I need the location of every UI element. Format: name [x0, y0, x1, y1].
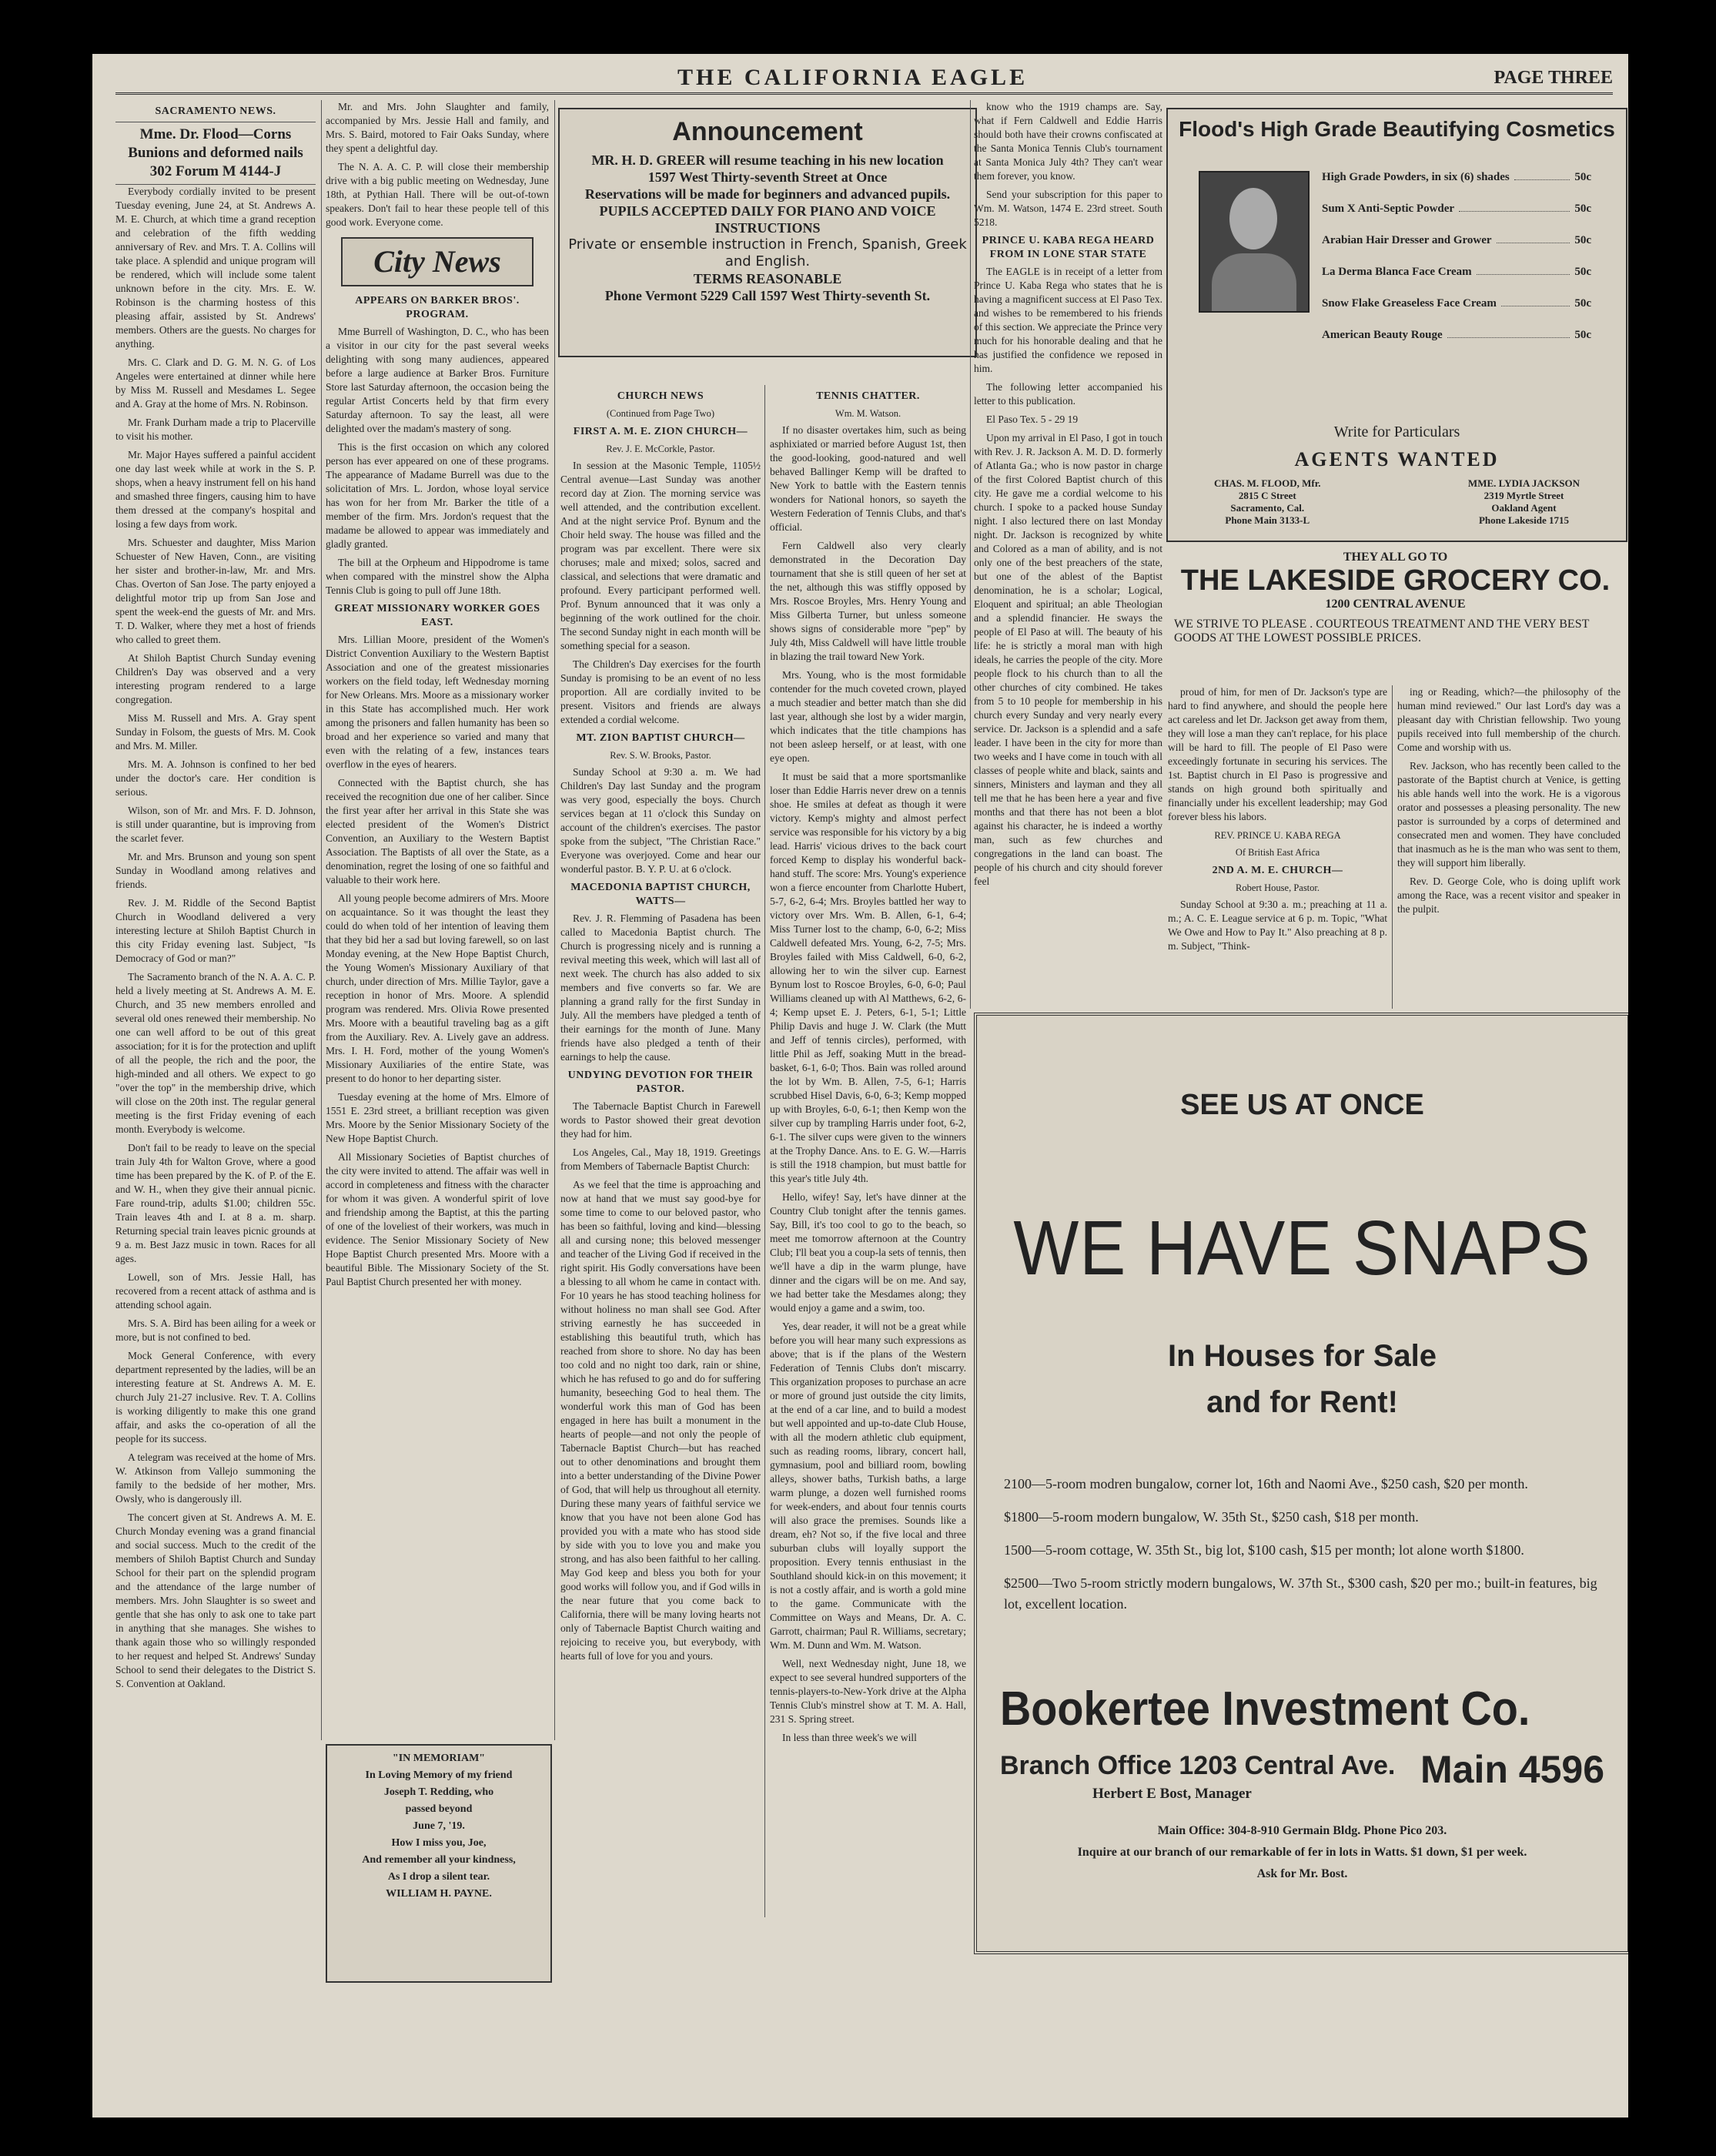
item-price: 50c	[1574, 266, 1591, 278]
article-body	[974, 265, 1162, 889]
article-heading: 2ND A. M. E. CHURCH—	[1212, 865, 1343, 876]
article-body	[974, 100, 1162, 229]
price-item	[1322, 266, 1591, 279]
lakeside-slogan: WE STRIVE TO PLEASE . COURTEOUS TREATMENT AND THE VERY BEST GOODS AT THE LOWEST POSSIBLE PRICES.	[1174, 618, 1590, 644]
item-name: Snow Flake Greaseless Face Cream	[1322, 297, 1497, 310]
paragraph: Mr. and Mrs. Brunson and young son spent Sunday in Woodland among relatives and friends.	[115, 851, 316, 890]
announcement-line: Phone Vermont 5229 Call 1597 West Thirty-seventh St.	[604, 288, 931, 303]
paragraph: The Tabernacle Baptist Church in Farewell words to Pastor showed their great devotion they had for him.	[560, 1100, 761, 1140]
article-body	[560, 765, 761, 876]
manufacturer-address	[1214, 477, 1321, 527]
paragraph: Rev. Jackson, who has recently been called to the pastorate of the Baptist church at Venice, is getting his able hands well into the work. He is a vigorous orator and possesses a pleasing personality. The new pastor is surrounded by a corps of determined and consecrated men and women. They have concluded that inasmuch as he is the man who was sent to them, they will support him liberally.	[1397, 760, 1621, 869]
item-price: 50c	[1574, 297, 1591, 310]
column-divider	[1392, 685, 1393, 1009]
paragraph: In session at the Masonic Temple, 1105½ Central avenue—Last Sunday was another record day at Zion. The morning service was well attended, and the contribution excellent. And at the night service Prof. Bynum and the Choir held sway. The house was filled and the program was par excellent. There were six choruses; male and mixed; solos, sacred and classical, and selections that were dramatic and profound. Every participant performed well. Prof. Bynum announced that it was only a beginning of the work outlined for the choir. The second Sunday night in each month will be something special for a season.	[560, 460, 761, 651]
item-price: 50c	[1574, 203, 1591, 215]
text-line: June 7, '19.	[413, 1820, 465, 1832]
paragraph: Yes, dear reader, it will not be a great while before you will hear many such expressions as above; that is if the plans of the Western Federation of Tennis Clubs don't miscarry. This organization proposes to purchase an acre or more of ground just outside the city limits, at the end of a car line, and to build a modest but well appointed and up-to-date Club House, with all the modern athletic club equipment, such as reading rooms, library, concert hall, gymnasium, pool and billiard room, bowling alleys, shower baths, Turkish baths, a large warm plunge, a dozen well furnished rooms for week-enders, and about four tennis courts will also grace the premises. Sounds like a dream, eh? Not so, if the five local and three suburban clubs will loyally support the proposition. Every tennis enthusiast in the Southland should kick-in on this movement; it is not a costly affair, and is worth a gold mine to the game. Communicate with the Committee on Ways and Means, Dr. A. C. Garrott, chairman; Paul R. Williams, secretary; Wm. M. Dunn and Wm. M. Watson.	[770, 1321, 966, 1651]
text-line: 2319 Myrtle Street	[1484, 490, 1564, 501]
text-line: CHAS. M. FLOOD, Mfr.	[1214, 477, 1321, 489]
lakeside-address: 1200 CENTRAL AVENUE	[1325, 598, 1466, 611]
paragraph: The Sacramento branch of the N. A. A. C. P. held a lively meeting at St. Andrews A. M. E. Church, and 35 new members enrolled and several old ones renewed their membership. No one can well afford to be out of this great association; for it is for the protection and uplift of all the people, the rich and the poor, the high-minded and all others. We expect to go "over the top" in the membership drive, which will close on the 20th inst. The regular general meeting is the first Friday evening of each month. Everybody is welcome.	[115, 971, 316, 1135]
listing: 2100—5-room modren bungalow, corner lot, 16th and Naomi Ave., $250 cash, $20 per month.	[1004, 1476, 1528, 1491]
section-heading: SACRAMENTO NEWS.	[155, 105, 276, 117]
branch-office: Branch Office 1203 Central Ave.	[1000, 1751, 1396, 1780]
text-line: As I drop a silent tear.	[387, 1871, 490, 1883]
paragraph: Wilson, son of Mr. and Mrs. F. D. Johnson, is still under quarantine, but is improving from the scarlet fever.	[115, 805, 316, 844]
city-news-banner: City News	[341, 237, 534, 286]
signature: REV. PRINCE U. KABA REGA	[1214, 830, 1341, 841]
price-item	[1322, 329, 1591, 342]
text-line: How I miss you, Joe,	[391, 1837, 487, 1849]
item-price: 50c	[1574, 329, 1591, 341]
text-line: WILLIAM H. PAYNE.	[386, 1888, 492, 1900]
article-body	[326, 325, 549, 598]
article-heading: MACEDONIA BAPTIST CHURCH, WATTS—	[570, 882, 751, 907]
paragraph: Mrs. S. A. Bird has been ailing for a week or more, but is not confined to bed.	[115, 1317, 316, 1343]
article-body	[326, 633, 549, 1289]
text-line: 2815 C Street	[1238, 490, 1296, 501]
paragraph: Mock General Conference, with every department represented by the ladies, will be an interesting feature at St. Andrews A. M. E. church July 21-27 inclusive. Rev. T. A. Collins is working diligently to make this one grand affair, and asks the co-operation of all the people for its success.	[115, 1350, 316, 1445]
paragraph: The Children's Day exercises for the fourth Sunday is promising to be an event of no less proportion. All are cordially invited to be present. Visitors and friends are always extended a cordial welcome.	[560, 658, 761, 725]
announcement-box	[558, 108, 977, 357]
paragraph: The concert given at St. Andrews A. M. E. Church Monday evening was a grand financial and social success. Much to the credit of the members of Shiloh Baptist Church and Sunday School for their part on the splendid program and the attendance of the large number of members. Mrs. John Slaughter is so sweet and gentle that she has only to ask one to take part in anything that she manages. She wishes to thank again those who so willingly responded to her request and helped St. Andrews' Sunday School to send their delegates to the District S. S. Convention at Oakland.	[115, 1512, 316, 1689]
article-heading: APPEARS ON BARKER BROS'. PROGRAM.	[355, 295, 520, 320]
paragraph: Mrs. Lillian Moore, president of the Women's District Convention Auxiliary to the Western Baptist Association and one of the greatest missionaries workers on the field today, left Wednesday morning for New Orleans. Mrs. Moore as a missionary worker in this State has accomplished much. Her work among the prisoners and fallen humanity has been so broad and her experience so varied and many that even with the relating of a few, instances tears overflow in the eyes of hearers.	[326, 634, 549, 770]
inquire-line: Inquire at our branch of our remarkable of fer in lots in Watts. $1 down, $1 per week.	[1077, 1846, 1527, 1859]
page-number: PAGE THREE	[1494, 68, 1613, 88]
portrait-body	[1212, 253, 1296, 311]
paragraph: Mr. Major Hayes suffered a painful accident one day last week while at work in the S. P. shops, when a heavy instrument fell on his hand and smashed three fingers, causing him to have them dressed at the company's hospital and losing a few days from work.	[115, 449, 316, 530]
manager-name: Herbert E Bost, Manager	[1092, 1786, 1252, 1802]
announcement-line: 1597 West Thirty-seventh Street at Once	[647, 169, 888, 185]
paragraph: The bill at the Orpheum and Hippodrome is tame when compared with the minstrel show the Alpha Tennis Club is going to pull off June 18th.	[326, 557, 549, 596]
paragraph: Sunday School at 9:30 a. m.; preaching at 11 a. m.; A. C. E. League service at 6 p. m. Topic, "What We Owe and How to Pay It." Also preaching at 8 p. m. Subject, "Think-	[1168, 899, 1387, 952]
article-heading: PRINCE U. KABA REGA HEARD FROM IN LONE STAR STATE	[982, 235, 1155, 260]
paragraph: As we feel that the time is approaching and now at hand that we must say good-bye for some time to come to our beloved pastor, who has been so faithful, loving and kind—blessing all and cursing none; this beloved messenger and teacher of the Living God if received in the right spirit. His Godly conversations have been a blessing to all whom he came in contact with. For 10 years he has stood teaching holiness for without holiness no man shall see God. After striving earnestly he has succeeded in establishing this beautiful truth, which has reached from shore to shore. No day has been too cold and no night too dark, rain or shine, which he has refused to go and do for suffering humanity, beseeching God to heal them. The wonderful work this man of God has been engaged in here has built a monument in the hearts of people—and not only the people of Tabernacle Baptist Church—but has reached out to other denominations and brought them into a better understanding of the Divine Power of God, that will help us throughout all eternity. During these many years of faithful service we know that you have not been alone God has provided you with a mate who has stood side by side with you to love you and make you strong, and has also been faithful to her calling. May God keep and bless you both for your good works will follow you, and if God wills in the near future that you come back to California, there will be many loving hearts not only of Tabernacle Baptist Church waiting and rejoicing to receive you, but everybody, with hearts full of love for you and yours.	[560, 1179, 761, 1662]
paragraph: Hello, wifey! Say, let's have dinner at the Country Club tonight after the tennis games. Say, Bill, it's too cool to go to the beach, so meet me tomorrow afternoon at the Country Club; I'll beat you a coup-la sets of tennis, then we'll have a dip in the warm plunge, have dinner and the cigars will be on me. And say, we had better take the Mesdames along; they would enjoy a game and a swim, too.	[770, 1191, 966, 1314]
paragraph: Upon my arrival in El Paso, I got in touch with Rev. J. R. Jackson A. M. D. D. formerly of Atlanta Ga.; who is now pastor in charge of the first Colored Baptist church of this city. He gave me a cordial welcome to his church. I spoke to a packed house Sunday night. I also lectured there on last Monday night. Dr. Jackson is recognized by white and Colored as a man of ability, and is not only one of the best preachers of the state, but one of the ablest of the Baptist denomination, he is a scholar; Logical, Eloquent and spiritual; an able Theologian and a splendid financier. He sways the people of El Paso at will. The beauty of his life: he is strictly a moral man with high ideals, he carries the people of the city. More people flock to his church than to all the other churches of city combined. He takes from 5 to 10 people for membership in his church every Sunday and very nearly every service. Dr. Jackson is a splendid and a safe leader. I have been in the city for more than two weeks and I have come in touch with all classes of people white and black, saints and sinners, Ministers and layman and they all tell me that he has been here a year and five months and that there has not been a blot against his character, he is indeed a worthy man, such as few churches and congregations in the land can boast. The people of his church and city should forever feel	[974, 432, 1162, 887]
item-name: La Derma Blanca Face Cream	[1322, 266, 1472, 278]
paragraph: Sunday School at 9:30 a. m. We had Children's Day last Sunday and the program was very good, especially the boys. Church services began at 11 o'clock this Sunday on account of the children's exercises. The pastor spoke from the subject, "The Christian Race." Everyone was overjoyed. Come and hear our wonderful pastor. B. Y. P. U. at 6 o'clock.	[560, 766, 761, 875]
article-body	[560, 459, 761, 727]
column-prince-kaba-rega	[974, 100, 1162, 1005]
portrait-photo	[1199, 171, 1310, 313]
main-office: Main Office: 304-8-910 Germain Bldg. Phone Pico 203.	[1157, 1824, 1447, 1837]
article-subheading: Wm. M. Watson.	[835, 408, 901, 419]
paragraph: Rev. J. M. Riddle of the Second Baptist Church in Woodland delivered a very interesting lecture at Shiloh Baptist Church in this city Friday evening last. Subject, "Is Democracy of God or man?"	[115, 897, 316, 964]
paragraph: All young people become admirers of Mrs. Moore on acquaintance. So it was thought the least they could do when told of her intention of leaving them that they bid her a sad but loving farewell, so on last Monday evening, at the New Hope Baptist Church, the Young Women's Missionary Auxiliary of that church, under direction of Mrs. Millie Taylor, gave a reception in honor of Mrs. Moore. A splendid program was rendered. Mrs. Olivia Rowe presented Mrs. Moore with a beautiful traveling bag as a gift from the Auxiliary. Rev. A. Lively gave an address. Mrs. I. H. Ford, mother of the young Women's Missionary Auxiliaries of the entire State, was present to do honor to her departing sister.	[326, 892, 549, 1084]
paragraph: Mrs. Young, who is the most formidable contender for the much coveted crown, played a much steadier and better match than she did last year, although she lost by a wider margin, which indicates that the title champions has not been asleep herself, or at least, with one eye open.	[770, 669, 966, 764]
newspaper-page	[92, 54, 1628, 2118]
column-divider	[554, 100, 555, 1740]
paragraph: Well, next Wednesday night, June 18, we expect to see several hundred supporters of the tennis-players-to-New-York drive at the Alpha Tennis Club's minstrel show at T. M. A. Hall, 231 S. Spring street.	[770, 1658, 966, 1725]
flood-ad-line: Bunions and deformed nails	[128, 145, 303, 161]
column-sacramento-news	[115, 100, 316, 1748]
paragraph: Fern Caldwell also very clearly demonstrated in the Decoration Day tournament that she is still queen of her set at the net, although this was stiffly opposed by Mrs. Roscoe Broyles, Mrs. Henry Young and Miss Gilberta Turner, but unless someone shows signs of considerable more "pep" by July 4th, Miss Caldwell will have little trouble in blazing the trail toward New York.	[770, 540, 966, 662]
in-memoriam-box	[326, 1744, 552, 1983]
article-body	[115, 185, 316, 1691]
text-line: MME. LYDIA JACKSON	[1467, 477, 1580, 489]
paragraph: ing or Reading, which?—the philosophy of the human mind reviewed." Our last Lord's day was a pleasant day with Christian fellowship. Two young pupils received into full membership of the church. Come and worship with us.	[1397, 686, 1621, 753]
listing: $1800—5-room modern bungalow, W. 35th St., $250 cash, $18 per month.	[1004, 1509, 1419, 1525]
listing: 1500—5-room cottage, W. 35th St., big lot, $100 cash, $15 per month; lot alone worth $1800.	[1004, 1542, 1524, 1558]
announcement-line: Private or ensemble instruction in French, Spanish, Greek and English.	[568, 236, 967, 270]
article-heading: UNDYING DEVOTION FOR THEIR PASTOR.	[567, 1070, 754, 1095]
ask-for: Ask for Mr. Bost.	[1256, 1867, 1348, 1880]
lakeside-line: THEY ALL GO TO	[1343, 551, 1448, 564]
announcement-line: TERMS REASONABLE	[693, 271, 842, 286]
article-heading: FIRST A. M. E. ZION CHURCH—	[573, 426, 748, 437]
paragraph: Los Angeles, Cal., May 18, 1919. Greetings from Members of Tabernacle Baptist Church:	[560, 1147, 761, 1172]
memoriam-heading: "IN MEMORIAM"	[392, 1753, 486, 1764]
article-body	[1168, 898, 1387, 953]
paragraph: Rev. D. George Cole, who is doing uplift work among the Race, was a recent visitor and speaker in the pulpit.	[1397, 875, 1621, 915]
article-body	[560, 1100, 761, 1663]
phone-number: Main 4596	[1420, 1748, 1604, 1791]
paragraph: Tuesday evening at the home of Mrs. Elmore of 1551 E. 23rd street, a brilliant reception was given Mrs. Moore by the Senior Missionary Society of the New Hope Baptist Church.	[326, 1091, 549, 1144]
paragraph: The N. A. A. C. P. will close their membership drive with a big public meeting on Wednesday, June 18th, at Pythian Hall. There will be out-of-town speakers. Don't fail to hear these people tell of this good work. Everyone come.	[326, 161, 549, 228]
article-heading: GREAT MISSIONARY WORKER GOES EAST.	[334, 603, 540, 628]
agents-wanted: AGENTS WANTED	[1294, 448, 1500, 470]
lakeside-name: THE LAKESIDE GROCERY CO.	[1180, 564, 1611, 597]
flood-ad-line: Mme. Dr. Flood—Corns	[139, 126, 292, 142]
snaps-sub: and for Rent!	[1206, 1385, 1398, 1419]
masthead-title: THE CALIFORNIA EAGLE	[677, 65, 1029, 90]
paragraph: Don't fail to be ready to leave on the special train July 4th for Walton Grove, where a good time has been prepared by the K. of P. of the E. and W. H., when they give their annual picnic. Fare round-trip, adults $1.00; children 55c. Train leaves 4th and I. at 8 a. m. sharp. Returning special train leaves picnic grounds at 9 a. m. Best Jazz music in town. Races for all ages.	[115, 1142, 316, 1264]
text-line: And remember all your kindness,	[362, 1854, 516, 1866]
paragraph: Lowell, son of Mrs. Jessie Hall, has recovered from a recent attack of asthma and is attending school again.	[115, 1271, 316, 1311]
article-body	[770, 424, 966, 1745]
lakeside-grocery-ad	[1166, 551, 1624, 645]
price-item	[1322, 297, 1591, 310]
snaps-headline: WE HAVE SNAPS	[1013, 1205, 1591, 1291]
paragraph: It must be said that a more sportsmanlike loser than Eddie Harris never drew on a tennis shoe. He smiles at defeat as though it were victory. Kemp's mighty and almost perfect service was responsible for his victory by a big lead. Harris' vicious drives to the back court forced Kemp to display his wonderful back-hand stuff. The score: Mrs. Young's experience won a fierce encounter from Charlotte Hubert, 5-7, 6-2, 6-4; Mrs. Broyles battled her way to victory over Mrs. Wm. B. Allen, 6-1, 6-4; Miss Turner lost to the champ, 6-0, 6-2; Miss Caldwell defeated Mrs. Young, 6-2, 7-5; Mrs. Broyles failed with Miss Caldwell, 6-0, 6-2, allowing her to win the silver cup. Earnest Bynum lost to Roscoe Broyles, 6-0, 6-0; Paul Williams cleaned up with Al Matthews, 6-2, 6-4; Kemp upset E. J. Peters, 6-1, 5-1; Little Philip Davis and huge J. W. Clark (the Mutt and Jeff of tennis circles), performed, with little Phil as Jeff, soaking Mutt in the bread-basket, 6-1, 6-0; Thos. Bain was rolled around the lot by Wm. B. Allen, 7-5, 6-1; Harris scrubbed Hisel Davis, 6-0, 6-3; Kemp mopped up with Broyles, 6-0, 6-1; then Kemp won the silver cup by trampling Harris under foot, 6-2, 6-1. The silver cups were given to the winners at the Trophy Dance. Ans. to E. G. W.—Harris is still the 1918 champion, but must battle for this year's title July 4th.	[770, 771, 966, 1184]
column-tennis-chatter	[770, 385, 966, 1917]
paragraph: Mrs. M. A. Johnson is confined to her bed under the doctor's care. Her condition is serious.	[115, 758, 316, 798]
article-body	[1168, 685, 1387, 824]
masthead	[92, 62, 1628, 92]
cosmetics-ad	[1166, 108, 1627, 542]
paragraph: All Missionary Societies of Baptist churches of the city were invited to attend. The affair was well in accord in completeness and fitness with the character for whom it was given. A wonderful spirit of love and friendship among the Baptist, at this the parting of one of the loveliest of their workers, was much in evidence. The Senior Missionary Society of New Hope Baptist Church presented Mrs. Moore with a beautiful Bible. The Missionary Society of the St. Paul Baptist Church presented her with money.	[326, 1151, 549, 1287]
paragraph: This is the first occasion on which any colored person has ever appeared on one of these programs. The appearance of Madame Burrell was due to the solicitation of Mrs. L. Jordon, whose loyal service has won for her from Mr. Barker the title of a member of the firm. Mrs. Jordon's request that the madame be allowed to appear was immediately and gladly granted.	[326, 441, 549, 550]
price-item	[1322, 171, 1591, 184]
signature: Of British East Africa	[1235, 847, 1320, 858]
paragraph: The EAGLE is in receipt of a letter from Prince U. Kaba Rega who states that he is having a magnificent success at El Paso Tex. and wishes to be remembered to his friends of this section. We appreciate the Prince very much for his honorable dealing and that he has justified the confidence we reposed in him.	[974, 266, 1162, 374]
section-heading: CHURCH NEWS	[617, 390, 704, 402]
section-subheading: (Continued from Page Two)	[606, 408, 715, 419]
article-body	[560, 912, 761, 1064]
text-line: Joseph T. Redding, who	[383, 1786, 494, 1798]
paragraph: Rev. J. R. Flemming of Pasadena has been called to Macedonia Baptist church. The Church is progressing nicely and is running a revival meeting this week, which will last all of next week. The church has also added to six members and five converts so far. We are planning a grand rally for the first Sunday in July. All the members have pledged a tenth of their earnings for the month of June. Many friends have also pledged a tenth of their earnings to help the cause.	[560, 912, 761, 1063]
paragraph: In less than three week's we will	[782, 1732, 917, 1743]
announcement-line: PUPILS ACCEPTED DAILY FOR PIANO AND VOICE INSTRUCTIONS	[599, 203, 936, 236]
text-line: Phone Lakeside 1715	[1478, 514, 1569, 526]
column-divider	[764, 385, 765, 1917]
column-church-news	[560, 385, 761, 1917]
item-price: 50c	[1574, 234, 1591, 246]
memoriam-lines	[327, 1767, 550, 1903]
item-name: High Grade Powders, in six (6) shades	[1322, 171, 1510, 183]
paragraph: Connected with the Baptist church, she has received the recognition due one of her caliber. Since the first year after her arrival in this State she was elected president of the Women's District Convention, an Auxiliary to the Western Baptist Association. The Baptists of all over the State, as a denomination, regret the losing of one so faithful and valuable to their work here.	[326, 777, 549, 886]
cosmetics-title: Flood's High Grade Beautifying Cosmetics	[1179, 117, 1615, 141]
flood-ad-line: 302 Forum M 4144-J	[149, 163, 282, 179]
article-body	[326, 100, 549, 229]
paragraph: Everybody cordially invited to be present Tuesday evening, June 24, at St. Andrews A. M. E. Church, at which time a grand reception and celebration of the fifth wedding anniversary of Rev. and Mrs. T. A. Collins will take place. A splendid and unique program will be rendered, which will include some talent unknown before in the city. Mrs. E. W. Robinson is the charming hostess of this pleasing affair, assisted by St. Andrews' members. Others are the guests. No charges for anything.	[115, 186, 316, 350]
article-subheading: Rev. S. W. Brooks, Pastor.	[610, 750, 711, 761]
text-line: passed beyond	[405, 1803, 473, 1815]
column-divider	[321, 100, 322, 1740]
company-name: Bookertee Investment Co.	[1000, 1682, 1530, 1736]
masthead-rule	[115, 92, 1613, 95]
announcement-line: MR. H. D. GREER will resume teaching in his new location	[591, 152, 944, 168]
paragraph: Mr. and Mrs. John Slaughter and family, accompanied by Mrs. Jessie Hall and family, and Mrs. S. Baird, motored to Fair Oaks Sunday, where they spent a delightful day.	[326, 101, 549, 154]
text-line: In Loving Memory of my friend	[365, 1769, 513, 1781]
paragraph: Mr. Frank Durham made a trip to Placerville to visit his mother.	[115, 417, 316, 442]
article-subheading: Robert House, Pastor.	[1235, 882, 1320, 893]
item-name: Arabian Hair Dresser and Grower	[1322, 234, 1492, 246]
announcement-line: Reservations will be made for beginners and advanced pupils.	[584, 186, 951, 202]
column-city-news	[326, 100, 549, 1736]
item-name: Sum X Anti-Septic Powder	[1322, 203, 1455, 215]
paragraph: Mrs. Schuester and daughter, Miss Marion Schuester of New Haven, Conn., are visiting her sister and brother-in-law, Mr. and Mrs. Chas. Overton of San Jose. The party enjoyed a delightful motor trip up from San Jose and spent the week-end the guests of Mr. and Mrs. T. D. Walker, where they met a host of friends who called to greet them.	[115, 537, 316, 645]
paragraph: proud of him, for men of Dr. Jackson's type are hard to find anywhere, and should the people here act careless and let Dr. Jackson get away from them, they will lose a man they can't replace, for his place will be hard to fill. The people of El Paso were exceedingly fortunate in securing his services. The 1st. Baptist church in El Paso is progressive and stands on high ground both spiritually and financially under his excellent leadership; may God forever bless his labors.	[1168, 686, 1387, 822]
article-subheading: Rev. J. E. McCorkle, Pastor.	[606, 444, 715, 454]
text-line: Phone Main 3133-L	[1225, 514, 1310, 526]
snaps-sub: In Houses for Sale	[1168, 1339, 1437, 1373]
column-divider	[970, 100, 971, 1009]
paragraph: A telegram was received at the home of Mrs. W. Atkinson from Vallejo summoning the family to the bedside of her mother, Mrs. Owsly, who is dangerously ill.	[115, 1451, 316, 1505]
text-line: Oakland Agent	[1491, 502, 1557, 514]
paragraph: know who the 1919 champs are. Say, what if Fern Caldwell and Eddie Harris should both have their crowns confiscated at the Santa Monica Tennis Club's tournament at Santa Monica July 4th? They can't wear them forever, you know.	[974, 101, 1162, 182]
paragraph: Mme Burrell of Washington, D. C., who has been a visitor in our city for the past several weeks delighting with song many audiences, appeared before a large audience at Barker Bros. Furniture Store last Saturday afternoon, the occasion being the regular Artist Concerts held by that firm every Saturday afternoon. To say the least, all were delighted over the madam's mastery of song.	[326, 326, 549, 434]
paragraph: Miss M. Russell and Mrs. A. Gray spent Sunday in Folsom, the guests of Mrs. M. Cook and Mrs. M. Miller.	[115, 712, 316, 752]
paragraph: El Paso Tex. 5 - 29 19	[986, 413, 1079, 425]
paragraph: The following letter accompanied his letter to this publication.	[974, 381, 1162, 407]
paragraph: Send your subscription for this paper to Wm. M. Watson, 1474 E. 23rd street. South 5218.	[974, 189, 1162, 228]
column-continued	[1168, 685, 1387, 1009]
bookertee-ad	[974, 1013, 1628, 1954]
flood-ad	[115, 122, 316, 185]
write-for-particulars: Write for Particulars	[1333, 424, 1460, 440]
cosmetics-price-list	[1322, 171, 1591, 360]
house-listings	[1004, 1474, 1604, 1627]
price-item	[1322, 203, 1591, 216]
paragraph: Mrs. C. Clark and D. G. M. N. G. of Los Angeles were entertained at dinner while here by Miss M. Russell and Mesdames L. Segee and A. Gray at the home of Mrs. N. Robinson.	[115, 357, 316, 410]
item-name: American Beauty Rouge	[1322, 329, 1443, 341]
portrait-face	[1229, 188, 1277, 249]
paragraph: At Shiloh Baptist Church Sunday evening Children's Day was observed and a very interesting program rendered to a large congregation.	[115, 652, 316, 705]
paragraph: If no disaster overtakes him, such as being asphixiated or married before August 1st, then the good-looking, good-natured and well behaved Ballinger Kemp will be drafted to New York to battle with the Eastern tennis wonders for National honors, so sayeth the Western Federation of Tennis Clubs, and that's official.	[770, 424, 966, 533]
article-body	[1397, 685, 1621, 916]
article-heading: MT. ZION BAPTIST CHURCH—	[576, 732, 745, 744]
price-item	[1322, 234, 1591, 247]
announcement-title: Announcement	[672, 117, 863, 146]
listing: $2500—Two 5-room strictly modern bungalows, W. 37th St., $300 cash, $20 per mo.; built-in features, big lot, excellent location.	[1004, 1575, 1597, 1612]
see-us-at-once: SEE US AT ONCE	[1180, 1089, 1424, 1121]
article-heading: TENNIS CHATTER.	[816, 390, 920, 402]
item-price: 50c	[1574, 171, 1591, 183]
column-continued-2	[1397, 685, 1621, 1009]
agent-address	[1468, 477, 1580, 527]
text-line: Sacramento, Cal.	[1230, 502, 1305, 514]
